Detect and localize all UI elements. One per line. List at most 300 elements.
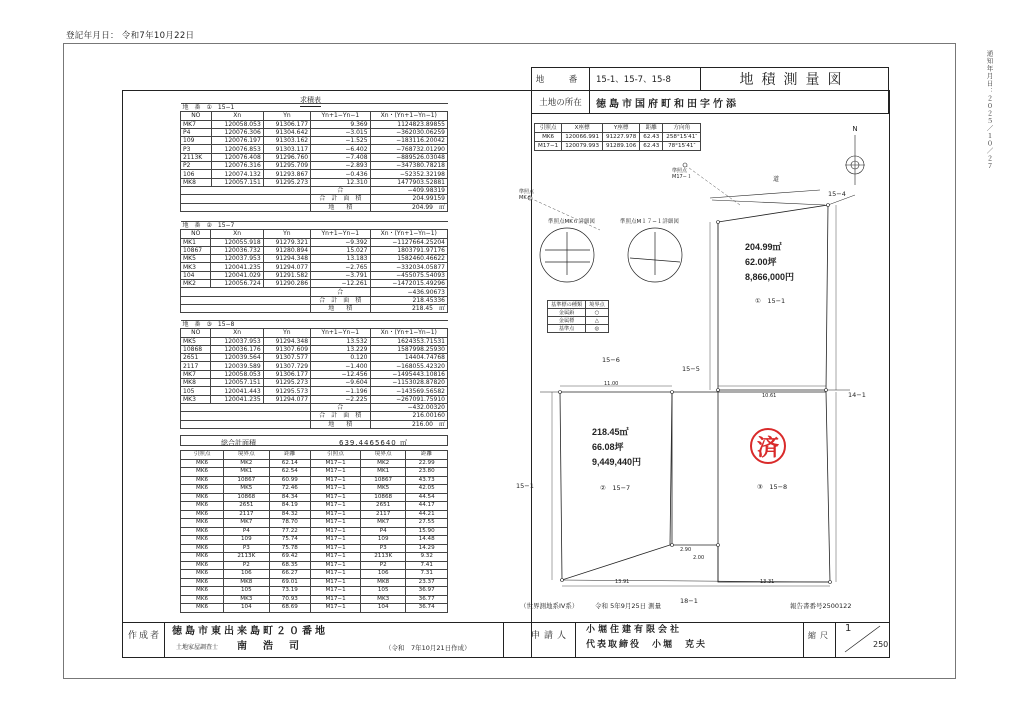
table-cell: 15.027 <box>311 246 370 254</box>
column-header: Xn・(Yn+1−Yn−1) <box>370 230 448 238</box>
table-cell: 14.29 <box>406 544 448 553</box>
total-value: 218.45336 <box>370 296 448 304</box>
table-cell: −2.765 <box>311 263 370 271</box>
table-cell: 2117 <box>224 510 269 519</box>
table-cell: 105 <box>181 387 211 395</box>
sum-label: 合 <box>311 186 370 194</box>
table-cell: 120036.732 <box>211 246 263 254</box>
table-cell: −1472015.49296 <box>370 280 448 288</box>
table-cell: 44.17 <box>406 502 448 511</box>
scale-numerator: 1 <box>845 623 852 634</box>
table-cell: 68.69 <box>269 604 311 613</box>
table-cell: 120066.991 <box>562 133 603 142</box>
maker-name: 南浩司 <box>237 641 315 652</box>
table-cell: 91291.582 <box>263 271 310 279</box>
scale-denominator: 250 <box>873 640 889 649</box>
table-cell: 120037.953 <box>211 255 263 263</box>
table-cell: −12.456 <box>311 370 370 378</box>
table-cell: MK5 <box>181 337 211 345</box>
table-cell: 43.73 <box>406 476 448 485</box>
road-line <box>710 190 820 198</box>
table-cell: 2651 <box>361 502 406 511</box>
table-cell: MK2 <box>361 459 406 468</box>
parcel-2-area: 218.45㎡ <box>592 427 629 437</box>
table-cell: 120058.053 <box>211 370 263 378</box>
table-cell: 120041.235 <box>211 263 263 271</box>
table-cell: 2651 <box>181 354 211 362</box>
column-header: Xn <box>211 112 263 120</box>
table-cell: M17−1 <box>311 476 361 485</box>
neighbor-15-5: 15−5 <box>682 365 700 373</box>
table-cell: 27.55 <box>406 519 448 528</box>
total-label: 合 計 面 積 <box>311 412 370 420</box>
dim-mid2: 2.00 <box>693 555 705 561</box>
total-label: 合 計 面 積 <box>311 296 370 304</box>
footer-divider <box>835 623 836 658</box>
parcel-2-tsubo: 66.08坪 <box>592 442 624 452</box>
footer-divider <box>164 623 165 658</box>
parcel-1-price: 8,866,000円 <box>745 272 795 282</box>
column-header: 距離 <box>269 451 311 460</box>
table-cell: 91304.642 <box>263 128 310 136</box>
scale-label: 縮尺 <box>808 631 832 640</box>
table-cell: 120057.151 <box>211 379 263 387</box>
point-marker <box>559 391 562 394</box>
table-cell: M17−1 <box>311 553 361 562</box>
table-cell: M17−1 <box>311 502 361 511</box>
total-label: 合 計 面 積 <box>311 195 370 203</box>
table-cell: 2113K <box>224 553 269 562</box>
column-header: Yn <box>263 230 310 238</box>
table-cell: M17−1 <box>311 527 361 536</box>
sum-label: 合 <box>311 403 370 411</box>
table-cell: P3 <box>361 544 406 553</box>
table-cell: 91295.573 <box>263 387 310 395</box>
table-cell: MK6 <box>181 536 224 545</box>
table-cell: MK8 <box>224 578 269 587</box>
table-cell: 120056.724 <box>211 280 263 288</box>
table-cell: MK6 <box>181 570 224 579</box>
parcel-3-label: ③ 15−8 <box>757 483 788 491</box>
scale-slash <box>840 624 885 654</box>
table-cell: −332034.05877 <box>370 263 448 271</box>
table-cell: −455075.54093 <box>370 271 448 279</box>
table-cell: 9.32 <box>406 553 448 562</box>
column-header: 基準標の種類 <box>548 301 586 309</box>
table-cell: 2117 <box>361 510 406 519</box>
table-cell: 120076.408 <box>211 153 263 161</box>
table-cell: P2 <box>181 162 212 170</box>
table-cell: MK5 <box>224 485 269 494</box>
column-header: Xn・(Yn+1−Yn−1) <box>370 329 448 337</box>
table-cell: 1582460.46622 <box>370 255 448 263</box>
table-cell: 42.05 <box>406 485 448 494</box>
total-value: 216.00160 <box>370 412 448 420</box>
table-cell: 44.21 <box>406 510 448 519</box>
point-marker <box>829 581 832 584</box>
table-cell: MK6 <box>181 595 224 604</box>
table-cell: 14.48 <box>406 536 448 545</box>
table-cell: MK6 <box>181 459 224 468</box>
table-cell: 7.41 <box>406 561 448 570</box>
parcel-2-label: ② 15−7 <box>600 484 631 492</box>
table-cell: 75.78 <box>269 544 311 553</box>
table-cell: 120055.918 <box>211 238 263 246</box>
table-cell: MK3 <box>224 595 269 604</box>
table-cell: MK2 <box>224 459 269 468</box>
table-cell: −768732.01290 <box>370 145 447 153</box>
table-cell: 120079.993 <box>562 142 603 151</box>
registration-date: 登記年月日： 令和7年10月22日 <box>66 31 195 41</box>
point-marker <box>825 389 828 392</box>
table-cell: M17−1 <box>311 510 361 519</box>
table-cell: M17−1 <box>311 536 361 545</box>
table-cell: 91294.077 <box>263 395 310 403</box>
table-cell: 109 <box>224 536 269 545</box>
table-cell: 120039.589 <box>211 362 263 370</box>
ref-mk6-label: 準照点 MK６ <box>519 189 535 201</box>
section-header: 地 番 ② 15−7 <box>181 222 448 230</box>
table-cell: MK5 <box>361 485 406 494</box>
table-cell: 62.54 <box>269 468 311 477</box>
table-cell: MK6 <box>181 510 224 519</box>
table-cell: 120041.029 <box>211 271 263 279</box>
table-cell: 84.34 <box>269 493 311 502</box>
table-cell: 10867 <box>224 476 269 485</box>
neighbor-14-1: 14−1 <box>848 391 866 399</box>
table-cell: 91307.609 <box>263 345 310 353</box>
table-cell: −12.261 <box>311 280 370 288</box>
table-row <box>548 317 609 325</box>
table-cell: 2651 <box>224 502 269 511</box>
column-header: Xn・(Yn+1−Yn−1) <box>370 112 447 120</box>
location-label: 土地の所在 <box>532 91 590 113</box>
table-cell: M17−1 <box>311 595 361 604</box>
table-cell: 10868 <box>361 493 406 502</box>
table-cell: −168055.42320 <box>370 362 448 370</box>
table-cell: P3 <box>181 145 212 153</box>
table-cell: 金属標 <box>548 317 586 325</box>
maker-role: 土地家屋調査士 <box>176 644 219 651</box>
table-cell: 36.77 <box>406 595 448 604</box>
area-label: 地 積 <box>311 203 370 211</box>
column-header: Y座標 <box>603 124 640 133</box>
table-cell: M17−1 <box>311 519 361 528</box>
table-cell: −1153028.87820 <box>370 379 448 387</box>
table-cell: 91295.709 <box>263 162 310 170</box>
footer-divider <box>803 623 804 658</box>
road-label: 道 <box>773 176 780 183</box>
table-cell: −1127664.25204 <box>370 238 448 246</box>
notification-stamp: 通知年月日：２０２５／１０／２７ <box>985 50 994 170</box>
table-cell: P3 <box>224 544 269 553</box>
table-cell: −1495443.10816 <box>370 370 448 378</box>
table-cell: M17−1 <box>311 587 361 596</box>
table-cell: 91307.729 <box>263 362 310 370</box>
table-cell: 62.43 <box>640 142 663 151</box>
table-cell: MK8 <box>181 178 212 186</box>
table-cell: 22.99 <box>406 459 448 468</box>
table-cell: −183116.20042 <box>370 137 447 145</box>
point-marker <box>717 221 720 224</box>
parcel-1-tsubo: 62.00坪 <box>745 257 777 267</box>
table-cell: MK1 <box>224 468 269 477</box>
table-cell: 15.90 <box>406 527 448 536</box>
table-cell: 91280.894 <box>263 246 310 254</box>
chiban-value: 15-1、15-7、15-8 <box>596 75 671 85</box>
table-cell: 73.19 <box>269 587 311 596</box>
table-cell: MK6 <box>535 133 562 142</box>
table-cell: 105 <box>361 587 406 596</box>
table-cell: 1587998.25930 <box>370 345 448 353</box>
table-cell: −362030.06259 <box>370 128 447 136</box>
table-cell: MK6 <box>181 553 224 562</box>
table-cell: M17−1 <box>311 468 361 477</box>
column-header: Xn <box>211 329 263 337</box>
table-cell: ○ <box>586 309 609 317</box>
column-header: 引照点 <box>311 451 361 460</box>
table-cell: 120058.053 <box>211 120 263 128</box>
table-cell: 84.32 <box>269 510 311 519</box>
table-cell: 91294.348 <box>263 255 310 263</box>
table-cell: MK6 <box>181 519 224 528</box>
point-marker <box>717 544 720 547</box>
column-header: 方向角 <box>663 124 701 133</box>
table-cell: −1.196 <box>311 387 370 395</box>
table-cell: −1.525 <box>311 137 370 145</box>
point-marker <box>671 544 674 547</box>
table-cell: MK6 <box>181 527 224 536</box>
neighbor-15-4: 15−4 <box>828 190 846 198</box>
sum-label: 合 <box>311 288 370 296</box>
table-cell: −9.392 <box>311 238 370 246</box>
table-cell: −267091.75910 <box>370 395 448 403</box>
table-cell: 72.46 <box>269 485 311 494</box>
table-cell: 91294.348 <box>263 337 310 345</box>
table-cell: M17−1 <box>311 561 361 570</box>
table-cell: −3.791 <box>311 271 370 279</box>
table-cell: 109 <box>361 536 406 545</box>
table-cell: M17−1 <box>311 485 361 494</box>
dim-top2: 10.61 <box>762 393 777 399</box>
legend-table <box>547 300 609 333</box>
table-cell: 69.42 <box>269 553 311 562</box>
bottom-line <box>560 580 830 582</box>
road-line <box>712 200 825 205</box>
area-label: 地 積 <box>311 304 370 312</box>
table-cell: MK2 <box>181 280 211 288</box>
point-marker <box>561 579 564 582</box>
column-header: NO <box>181 230 211 238</box>
neighbor-15-6: 15−6 <box>602 356 620 364</box>
table-cell: 9.369 <box>311 120 370 128</box>
total-value: 204.99159 <box>370 195 447 203</box>
north-arrow <box>845 135 865 185</box>
table-cell: MK5 <box>181 255 211 263</box>
table-cell: MK6 <box>181 561 224 570</box>
table-cell: 75.74 <box>269 536 311 545</box>
dim-bot2: 13.31 <box>760 579 775 585</box>
table-cell: 91296.760 <box>263 153 310 161</box>
table-cell: 91279.321 <box>263 238 310 246</box>
point-marker <box>717 389 720 392</box>
table-cell: MK6 <box>181 544 224 553</box>
completed-stamp: 済 <box>750 428 786 464</box>
table-cell: MK6 <box>181 604 224 613</box>
column-header: Yn <box>263 329 310 337</box>
table-cell: P2 <box>361 561 406 570</box>
column-header: 境界点 <box>586 301 609 309</box>
table-cell: 106 <box>224 570 269 579</box>
table-cell: P4 <box>224 527 269 536</box>
table-cell: MK1 <box>181 238 211 246</box>
table-cell: MK6 <box>181 493 224 502</box>
table-cell: 91306.177 <box>263 370 310 378</box>
table-cell: 23.37 <box>406 578 448 587</box>
table-cell: 12.310 <box>311 178 370 186</box>
table-cell: 13.532 <box>311 337 370 345</box>
table-cell: −9.604 <box>311 379 370 387</box>
applicant-label: 申請人 <box>531 631 571 641</box>
table-cell: 10868 <box>224 493 269 502</box>
table-cell: MK7 <box>361 519 406 528</box>
table-cell: 91307.577 <box>263 354 310 362</box>
geodetic-system-note: （世界測地系IV系） <box>520 602 579 610</box>
chiban-label: 地 番 <box>532 68 590 90</box>
table-cell: 36.97 <box>406 587 448 596</box>
table-cell: 91289.106 <box>603 142 640 151</box>
table-cell: 104 <box>361 604 406 613</box>
footer-divider <box>503 623 504 658</box>
table-cell: MK6 <box>181 578 224 587</box>
table-cell: 60.99 <box>269 476 311 485</box>
table-row <box>548 309 609 317</box>
table-cell: M17−1 <box>311 544 361 553</box>
table-cell: MK3 <box>181 395 211 403</box>
table-cell: P4 <box>181 128 212 136</box>
table-cell: 91294.077 <box>263 263 310 271</box>
table-cell: 120074.132 <box>211 170 263 178</box>
table-cell: MK8 <box>361 578 406 587</box>
table-cell: 1624353.71531 <box>370 337 448 345</box>
table-cell: 78.70 <box>269 519 311 528</box>
column-header: X座標 <box>562 124 603 133</box>
table-cell: 120076.306 <box>211 128 263 136</box>
table-cell: M17−1 <box>311 578 361 587</box>
table-cell: −143569.56582 <box>370 387 448 395</box>
column-header: 境界点 <box>224 451 269 460</box>
section-header: 地 番 ③ 15−8 <box>181 321 448 329</box>
neighbor-15-1: 15−1 <box>516 482 534 490</box>
table-cell: 91303.117 <box>263 145 310 153</box>
table-cell: MK7 <box>224 519 269 528</box>
column-header: NO <box>181 112 212 120</box>
table-cell: −0.436 <box>311 170 370 178</box>
location-value: 徳島市国府町和田字竹添 <box>596 98 739 110</box>
table-cell: MK8 <box>181 379 211 387</box>
table-cell: 91303.162 <box>263 137 310 145</box>
table-cell: 91306.177 <box>263 120 310 128</box>
m17-detail-title: 準照点M１７−１詳細図 <box>620 219 679 225</box>
table-cell: 104 <box>224 604 269 613</box>
point-marker <box>671 391 674 394</box>
table-cell: −52352.32198 <box>370 170 447 178</box>
table-cell: 68.35 <box>269 561 311 570</box>
table-cell: −6.402 <box>311 145 370 153</box>
table-cell: 120036.176 <box>211 345 263 353</box>
table-cell: MK6 <box>181 502 224 511</box>
table-cell: 91227.978 <box>603 133 640 142</box>
table-cell: 120057.151 <box>211 178 263 186</box>
table-cell: MK6 <box>181 587 224 596</box>
table-cell: 1124823.89855 <box>370 120 447 128</box>
area-value: 216.00 ㎡ <box>370 420 448 428</box>
table-cell: MK1 <box>361 468 406 477</box>
applicant-representative: 代表取締役 小堀 克夫 <box>586 640 708 650</box>
table-cell: 120041.235 <box>211 395 263 403</box>
table-cell: 2113K <box>181 153 212 161</box>
parcel-1-info <box>745 240 794 285</box>
table-cell: −7.408 <box>311 153 370 161</box>
table-cell: −2.225 <box>311 395 370 403</box>
table-row <box>548 325 609 333</box>
table-cell: 120039.564 <box>211 354 263 362</box>
table-cell: 2117 <box>181 362 211 370</box>
table-cell: MK3 <box>181 263 211 271</box>
table-cell: 14404.74768 <box>370 354 448 362</box>
table-cell: 62.14 <box>269 459 311 468</box>
parcel-2-info <box>592 425 641 470</box>
sum-value: −432.00320 <box>370 403 448 411</box>
table-cell: 70.93 <box>269 595 311 604</box>
table-cell: 0.120 <box>311 354 370 362</box>
survey-date: 令和 5年9月25日 測量 <box>595 602 662 610</box>
table-cell: M17−1 <box>535 142 562 151</box>
table-cell: MK7 <box>181 120 212 128</box>
table-cell: 91295.273 <box>263 178 310 186</box>
table-cell: 91295.273 <box>263 379 310 387</box>
table-cell: MK7 <box>181 370 211 378</box>
grand-total-value: 639.4465640 ㎡ <box>339 439 408 447</box>
table-cell: 10867 <box>181 246 211 254</box>
table-cell: 10867 <box>361 476 406 485</box>
column-header: 境界点 <box>361 451 406 460</box>
document-title: 地積測量図 <box>700 68 888 90</box>
table-cell: 7.31 <box>406 570 448 579</box>
parcel-2-price: 9,449,440円 <box>592 457 642 467</box>
table-cell: 120041.443 <box>211 387 263 395</box>
ref-point-m17 <box>683 163 687 167</box>
calc-title: 求積表 <box>300 95 321 107</box>
table-cell: 1477903.52881 <box>370 178 447 186</box>
table-cell: 91293.867 <box>263 170 310 178</box>
table-cell: −889526.03048 <box>370 153 447 161</box>
table-cell: 105 <box>224 587 269 596</box>
maker-address: 徳島市東出来島町２０番地 <box>172 626 328 637</box>
table-cell: 基準点 <box>548 325 586 333</box>
table-cell: 66.27 <box>269 570 311 579</box>
footer-divider <box>575 623 576 658</box>
column-header: Yn+1−Yn−1 <box>311 329 370 337</box>
area-value: 204.99 ㎡ <box>370 203 447 211</box>
column-header: Yn+1−Yn−1 <box>311 230 370 238</box>
table-cell: 62.43 <box>640 133 663 142</box>
table-cell: 120076.853 <box>211 145 263 153</box>
table-cell: 36.74 <box>406 604 448 613</box>
table-cell: 120076.316 <box>211 162 263 170</box>
table-cell: 10868 <box>181 345 211 353</box>
table-cell: 106 <box>361 570 406 579</box>
